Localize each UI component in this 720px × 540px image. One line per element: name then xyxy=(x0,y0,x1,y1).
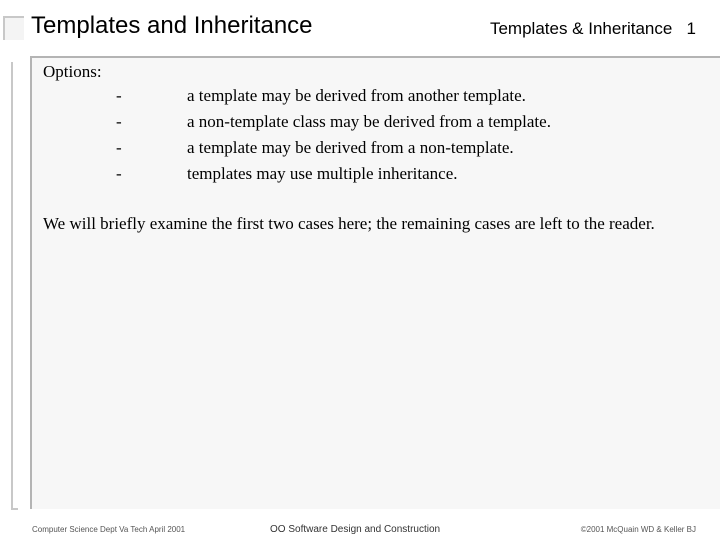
bullet-marker: - xyxy=(116,112,122,131)
corner-decoration xyxy=(3,16,24,40)
footer-left: Computer Science Dept Va Tech April 2001 xyxy=(32,525,186,534)
bullet-marker: - xyxy=(116,164,122,183)
body-paragraph: We will briefly examine the first two cases here; the remaining cases are left to the reader. xyxy=(43,214,655,233)
bullet-marker: - xyxy=(116,86,122,105)
bullet-marker: - xyxy=(116,138,122,157)
left-rule xyxy=(11,62,13,510)
left-rule-foot xyxy=(11,508,18,510)
bullet-text: templates may use multiple inheritance. xyxy=(187,164,458,183)
section-label: Templates & Inheritance xyxy=(489,19,673,38)
footer-right: ©2001 McQuain WD & Keller BJ xyxy=(580,525,696,534)
bullet-text: a template may be derived from a non-template. xyxy=(187,138,514,157)
options-label: Options: xyxy=(43,62,102,81)
footer-center: OO Software Design and Construction xyxy=(270,524,441,535)
section-header xyxy=(490,19,696,39)
page-number: 1 xyxy=(686,19,696,38)
slide-title: Templates and Inheritance xyxy=(31,12,313,39)
bullet-text: a non-template class may be derived from a template. xyxy=(187,112,551,131)
bullet-text: a template may be derived from another template. xyxy=(187,86,526,105)
